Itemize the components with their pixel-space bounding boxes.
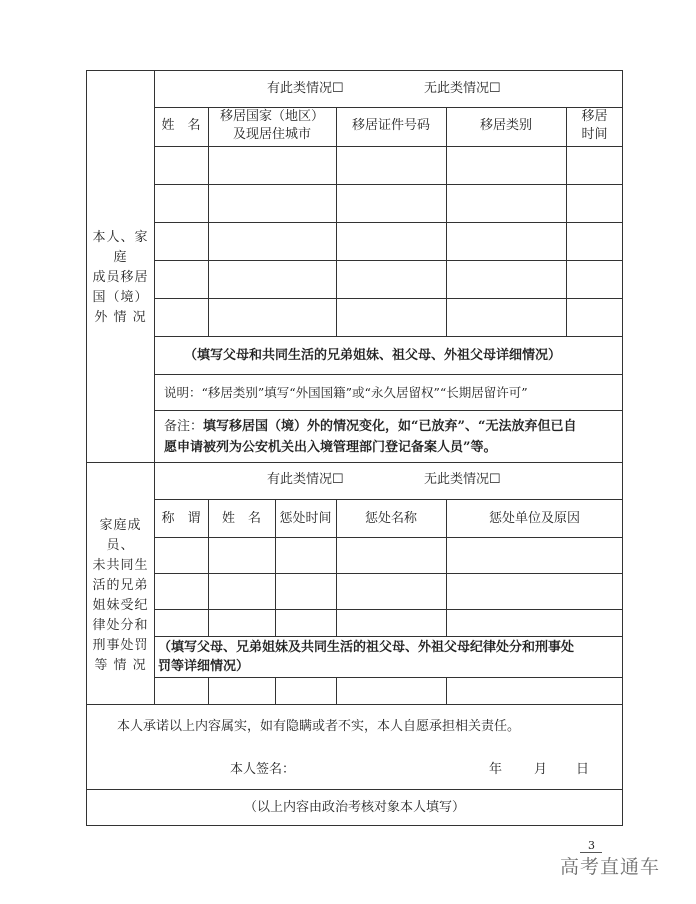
header-name-2: 姓 名 bbox=[221, 511, 261, 526]
pledge-text: 本人承诺以上内容属实，如有隐瞒或者不实，本人自愿承担相关责任。 bbox=[117, 719, 521, 734]
date-year-label: 年 bbox=[489, 762, 503, 777]
header-migration-type: 移居类别 bbox=[479, 118, 532, 133]
section1-remark: 备注：填写移居国（境）外的情况变化，如“已放弃”、“无法放弃但已自 愿申请被列为公安机关出入境管理部门登记备案人员”等。 bbox=[164, 419, 577, 455]
header-migration-time: 移居 时间 bbox=[581, 109, 608, 142]
header-punish-time: 惩处时间 bbox=[279, 511, 332, 526]
watermark-text: 高考直通车 bbox=[560, 856, 661, 878]
section1-none-checkbox[interactable]: 无此类情况☐ bbox=[424, 81, 501, 96]
section1-has-checkbox[interactable]: 有此类情况☐ bbox=[267, 81, 344, 96]
section2-has-checkbox[interactable]: 有此类情况☐ bbox=[267, 472, 344, 487]
header-country: 移居国家（地区） 及现居住城市 bbox=[219, 109, 324, 142]
footer-note: （以上内容由政治考核对象本人填写） bbox=[243, 800, 465, 815]
section1-fill-note: （填写父母和共同生活的兄弟姐妹、祖父母、外祖父母详细情况） bbox=[184, 348, 562, 363]
section1-explanation: 说明：“移居类别”填写“外国国籍”或“永久居留权”“长期居留许可” bbox=[164, 385, 528, 400]
section2-none-checkbox[interactable]: 无此类情况☐ bbox=[424, 472, 501, 487]
header-relation: 称 谓 bbox=[161, 511, 201, 526]
header-punish-unit: 惩处单位及原因 bbox=[488, 511, 580, 526]
page-number: 3 bbox=[588, 839, 595, 852]
section2-fill-note: （填写父母、兄弟姐妹及共同生活的祖父母、外祖父母纪律处分和刑事处 罚等详细情况） bbox=[158, 640, 575, 674]
signature-field[interactable] bbox=[300, 758, 470, 780]
header-punish-name: 惩处名称 bbox=[364, 511, 417, 526]
date-month-label: 月 bbox=[534, 762, 548, 777]
header-name: 姓 名 bbox=[161, 118, 201, 133]
section1-side-label: 本人、家庭 成员移居 国（境） 外 情 况 bbox=[92, 230, 149, 325]
signature-label: 本人签名： bbox=[230, 762, 296, 777]
date-day-label: 日 bbox=[576, 762, 590, 777]
header-cert-number: 移居证件号码 bbox=[351, 118, 430, 133]
section2-side-label: 家庭成员、 未共同生 活的兄弟 姐妹受纪 律处分和 刑事处罚 等 情 况 bbox=[92, 518, 149, 673]
